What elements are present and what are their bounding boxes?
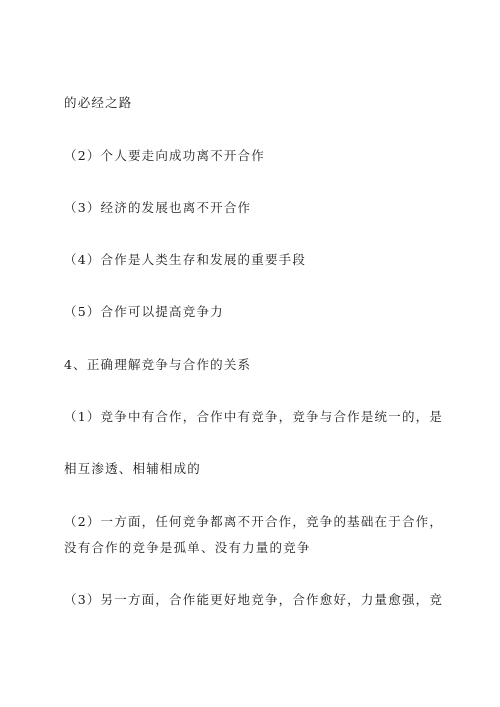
text-line-11: （3）另一方面，合作能更好地竞争，合作愈好，力量愈强，竞 [64,592,444,607]
text-line-3: （3）经济的发展也离不开合作 [64,200,252,215]
text-line-4: （4）合作是人类生存和发展的重要手段 [64,252,307,267]
text-line-9: （2）一方面，任何竞争都离不开合作，竞争的基础在于合作， [64,514,444,529]
text-line-7: （1）竞争中有合作，合作中有竞争，竞争与合作是统一的，是 [64,409,444,424]
text-line-8: 相互渗透、相辅相成的 [64,461,202,476]
text-line-2: （2）个人要走向成功离不开合作 [64,148,265,163]
text-line-10: 没有合作的竞争是孤单、没有力量的竞争 [64,540,311,555]
text-line-1: 的必经之路 [64,95,133,110]
text-line-5: （5）合作可以提高竞争力 [64,304,224,319]
section-heading: 4、正确理解竞争与合作的关系 [64,357,252,372]
